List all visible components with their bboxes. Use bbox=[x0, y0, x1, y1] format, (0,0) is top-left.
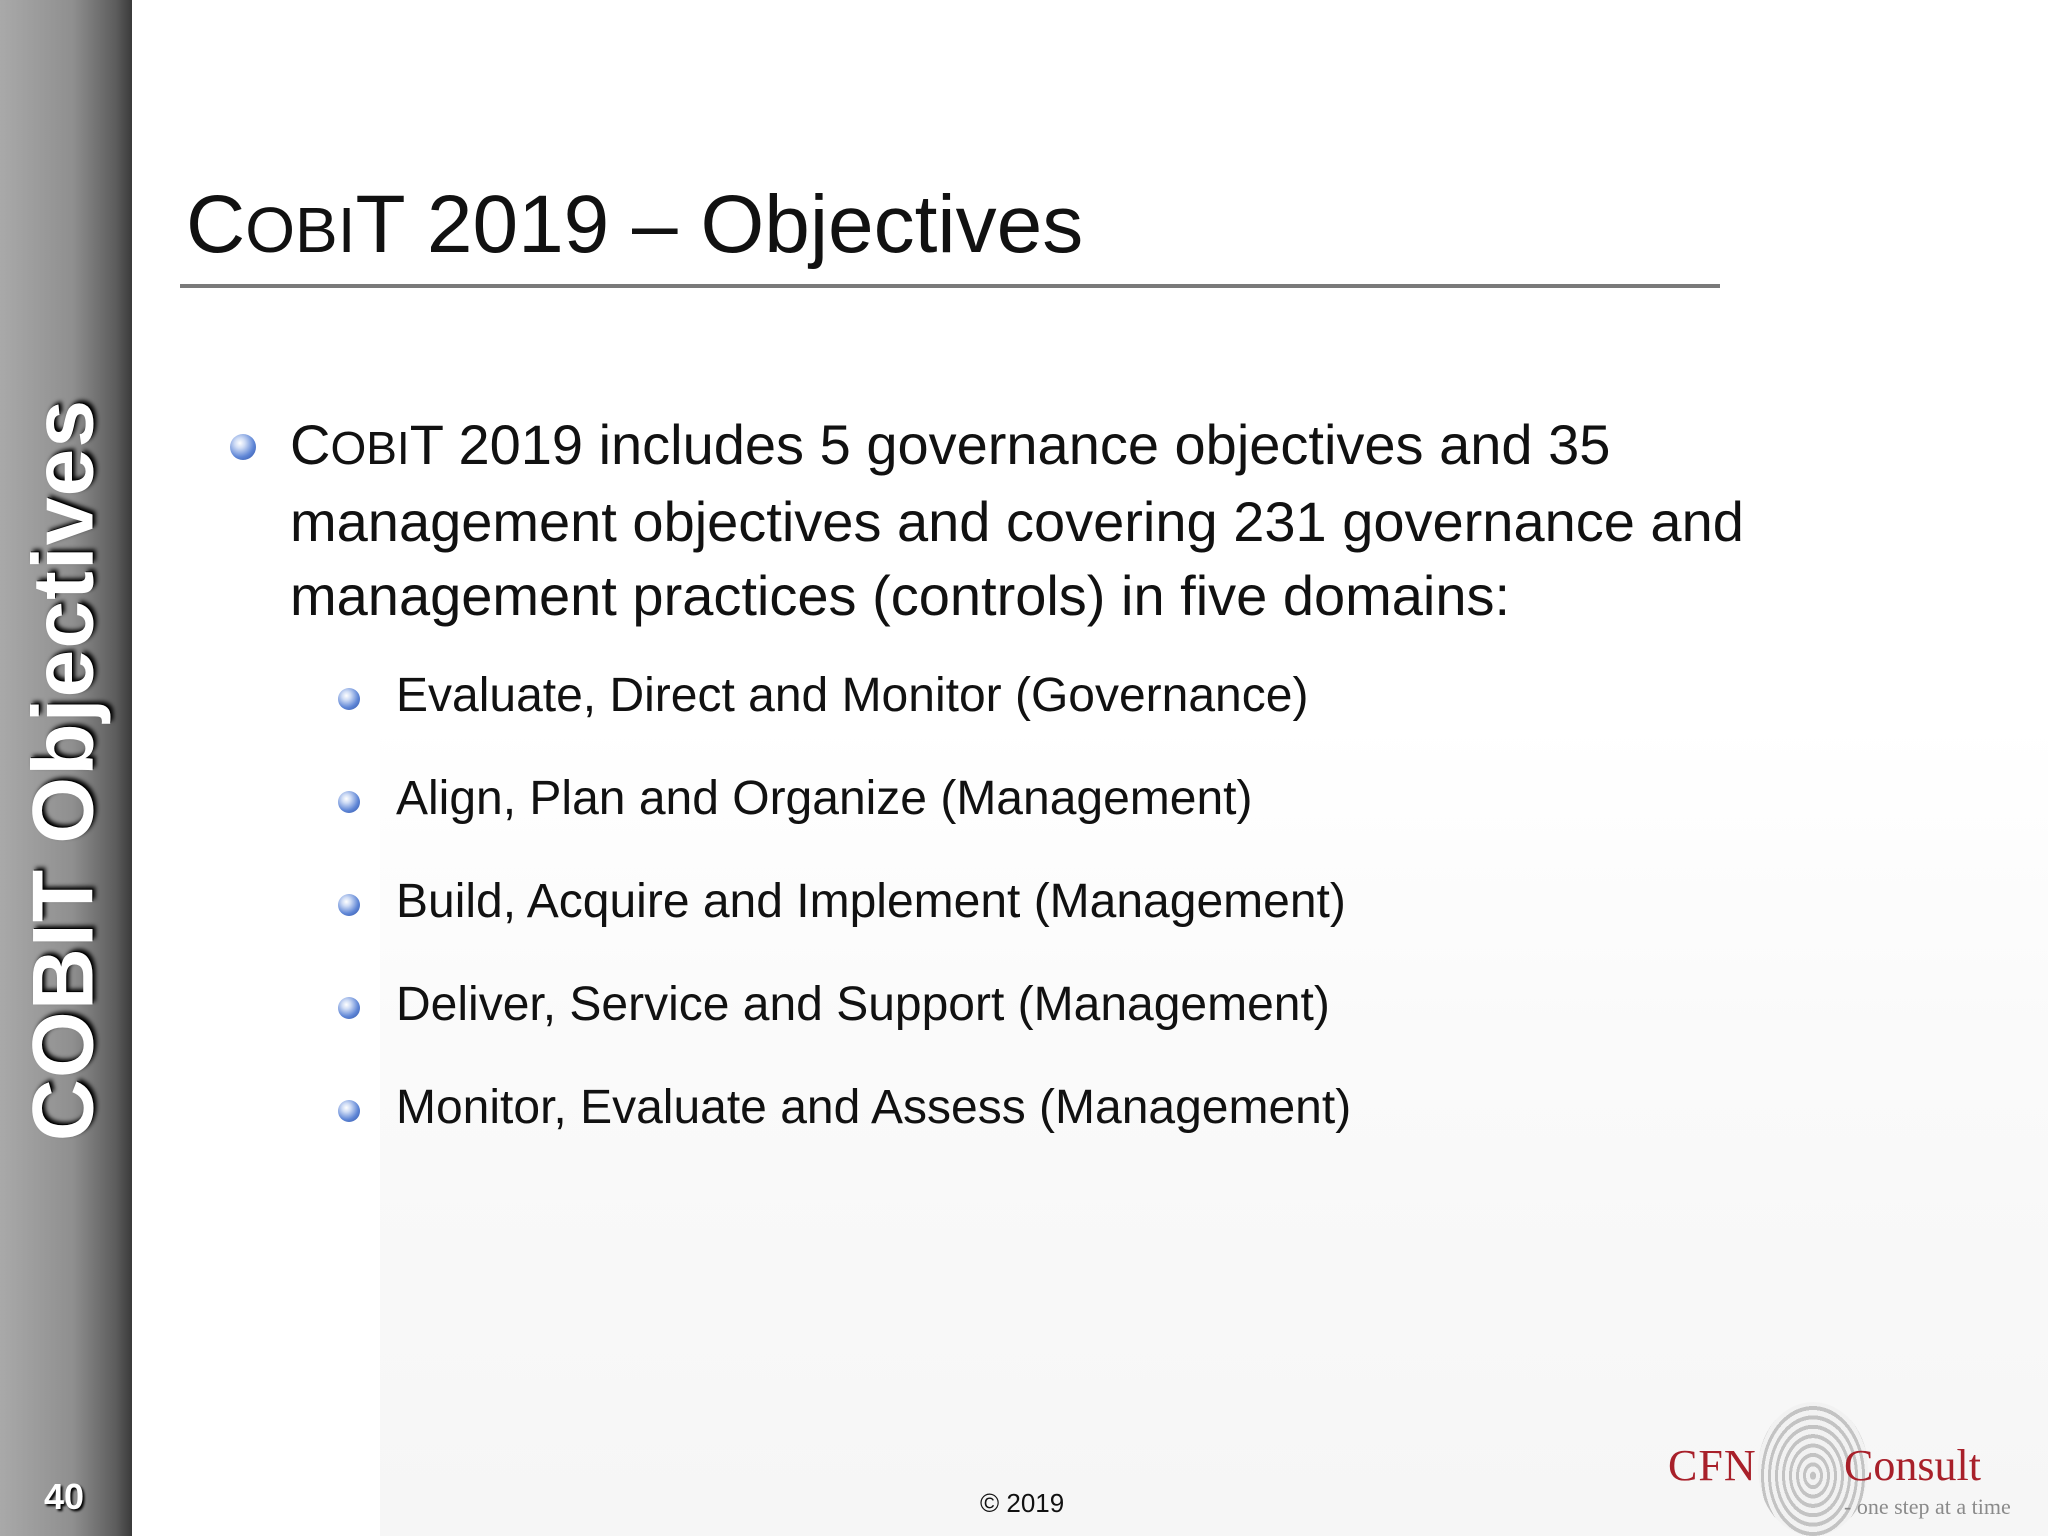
sidebar bbox=[0, 0, 132, 1536]
list-item bbox=[396, 870, 1351, 973]
bullet-icon bbox=[338, 688, 360, 710]
list-item bbox=[396, 1076, 1351, 1179]
bullet-icon bbox=[338, 894, 360, 916]
title-rest: T 2019 – Objectives bbox=[355, 179, 1084, 270]
main-bullet-prefix-c: C bbox=[290, 413, 331, 476]
bullet-icon bbox=[338, 791, 360, 813]
domain-label: Evaluate, Direct and Monitor (Governance) bbox=[396, 669, 1309, 722]
copyright: © 2019 bbox=[980, 1488, 1065, 1518]
title-prefix-c: C bbox=[186, 179, 246, 270]
bullet-icon bbox=[230, 434, 256, 460]
domain-list bbox=[396, 664, 1351, 1179]
bullet-icon bbox=[338, 1100, 360, 1122]
page-title bbox=[186, 178, 1083, 272]
slide-number: 40 bbox=[44, 1476, 85, 1517]
domain-label: Build, Acquire and Implement (Management) bbox=[396, 875, 1346, 928]
main-bullet-body: T 2019 includes 5 governance objectives and 35 management objectives and covering 231 governance and management practices (controls) in five domains: bbox=[290, 413, 1744, 627]
sidebar-title: COBIT Objectives bbox=[15, 398, 112, 1142]
list-item bbox=[396, 973, 1351, 1076]
title-prefix-obi: OBI bbox=[245, 194, 356, 266]
domain-label: Monitor, Evaluate and Assess (Management) bbox=[396, 1081, 1352, 1134]
cfn-consult-logo bbox=[1668, 1400, 2028, 1536]
bullet-icon bbox=[338, 997, 360, 1019]
logo-tagline: - one step at a time bbox=[1844, 1494, 2011, 1519]
logo-name-left: CFN bbox=[1668, 1441, 1757, 1490]
list-item bbox=[396, 767, 1351, 870]
logo-name-right: Consult bbox=[1844, 1441, 1981, 1490]
title-divider bbox=[180, 284, 1720, 288]
domain-label: Deliver, Service and Support (Management) bbox=[396, 978, 1330, 1031]
main-bullet-text bbox=[290, 408, 1760, 633]
main-bullet-prefix-obi: OBI bbox=[330, 422, 410, 474]
domain-label: Align, Plan and Organize (Management) bbox=[396, 772, 1253, 825]
main-bullet bbox=[290, 408, 1760, 633]
list-item bbox=[396, 664, 1351, 767]
